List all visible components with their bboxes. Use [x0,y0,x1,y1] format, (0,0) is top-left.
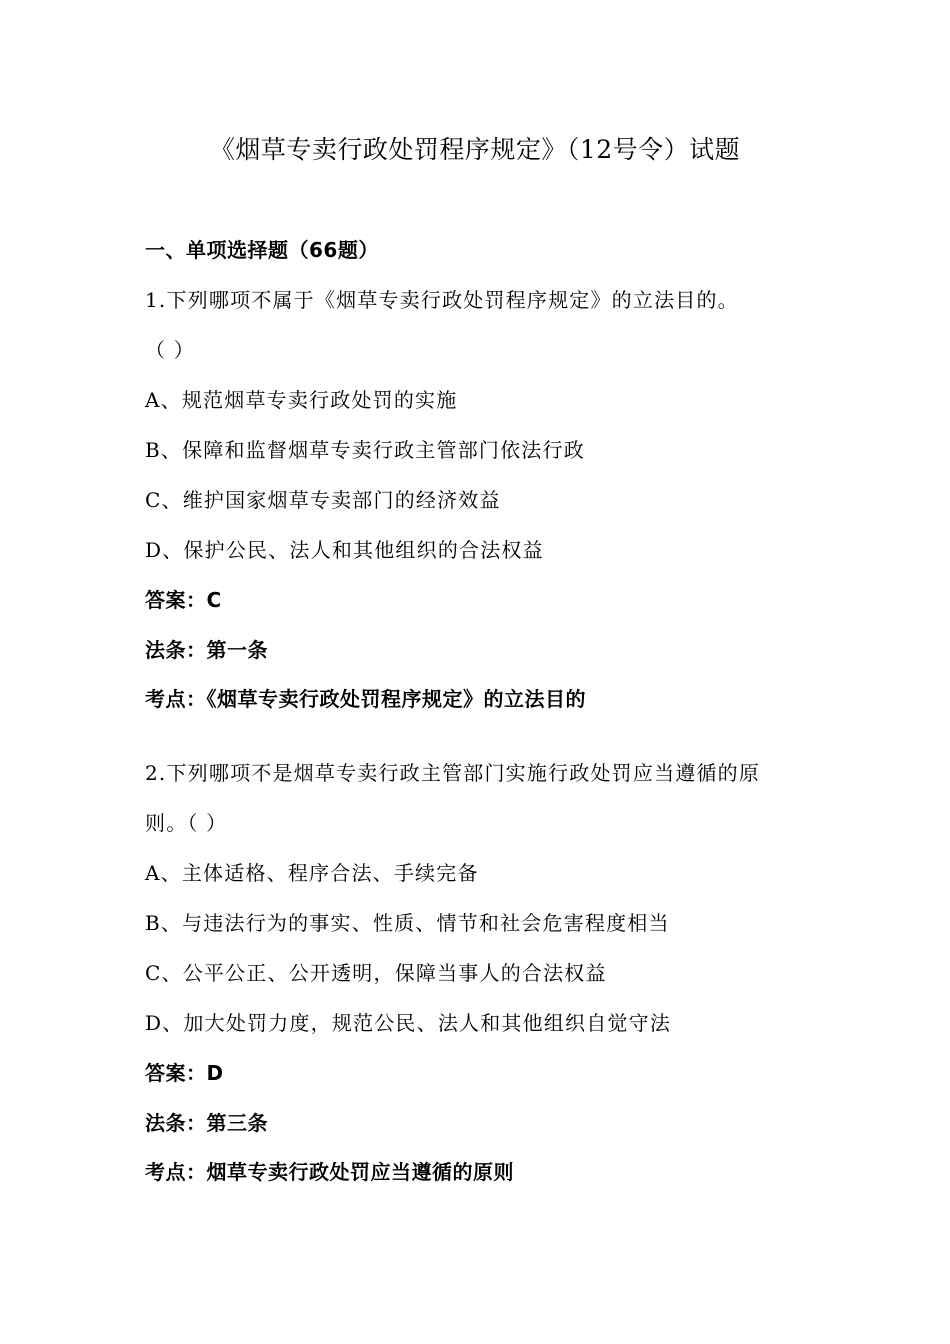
question-1-stem-blank: （ ） [145,338,195,362]
question-1-stem: 1.下列哪项不属于《烟草专卖行政处罚程序规定》的立法目的。 [145,288,739,312]
question-2-stem: 2.下列哪项不是烟草专卖行政主管部门实施行政处罚应当遵循的原 [145,761,761,785]
question-1-point: 考点：《烟草专卖行政处罚程序规定》的立法目的 [145,687,586,711]
question-2-point: 考点：烟草专卖行政处罚应当遵循的原则 [145,1160,514,1184]
question-1-option-d: D、保护公民、法人和其他组织的合法权益 [145,538,544,562]
section-heading: 一、单项选择题（66题） [145,238,379,262]
question-2-answer: 答案：D [145,1061,224,1085]
question-2-stem-cont: 则。（ ） [145,811,228,835]
question-2-option-d: D、加大处罚力度，规范公民、法人和其他组织自觉守法 [145,1011,672,1035]
question-2-option-c: C、公平公正、公开透明，保障当事人的合法权益 [145,961,607,985]
question-1-article: 法条：第一条 [145,638,268,662]
question-2-option-a: A、主体适格、程序合法、手续完备 [145,861,479,885]
question-1-answer: 答案：C [145,588,222,612]
question-1-option-c: C、维护国家烟草专卖部门的经济效益 [145,488,501,512]
question-2-article: 法条：第三条 [145,1111,268,1135]
question-1-option-a: A、规范烟草专卖行政处罚的实施 [145,388,458,412]
document-title: 《烟草专卖行政处罚程序规定》（12号令）试题 [209,135,741,164]
question-2-option-b: B、与违法行为的事实、性质、情节和社会危害程度相当 [145,911,670,935]
question-1-option-b: B、保障和监督烟草专卖行政主管部门依法行政 [145,438,585,462]
